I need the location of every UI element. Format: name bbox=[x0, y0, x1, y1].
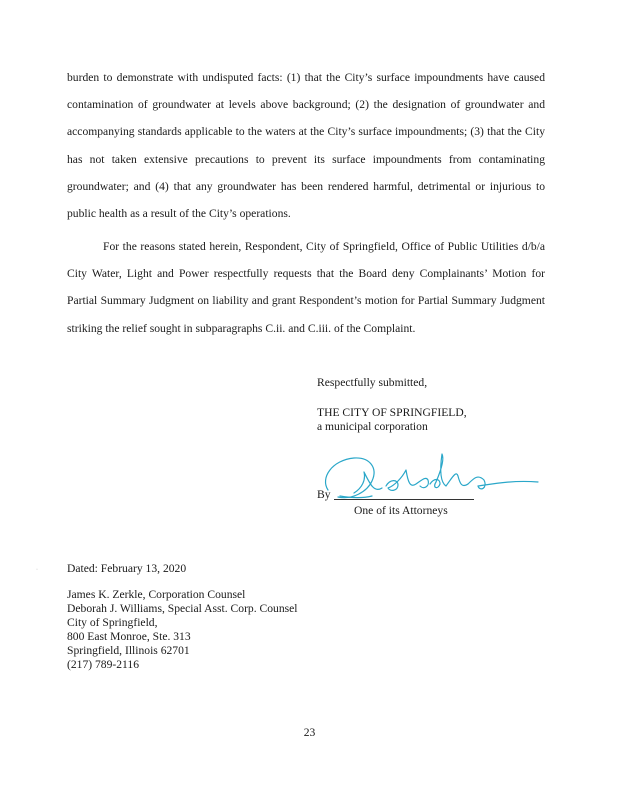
counsel-line: Deborah J. Williams, Special Asst. Corp. Counsel bbox=[67, 602, 298, 616]
signature-caption: One of its Attorneys bbox=[354, 504, 448, 517]
body-paragraph-2: For the reasons stated herein, Respondent, City of Springfield, Office of Public Utilities d/b/a City Water, Light and Power respectfully requests that the Board deny Complainants’ Motion for Partial Summary Judgment on liability and grant Respondent’s motion for Partial Summary Judgment striking the relief sought in subparagraphs C.ii. and C.iii. of the Complaint. bbox=[67, 240, 545, 335]
counsel-line: (217) 789-2116 bbox=[67, 658, 140, 672]
counsel-line: Springfield, Illinois 62701 bbox=[67, 644, 190, 658]
counsel-block bbox=[67, 588, 298, 673]
signature-rule bbox=[334, 499, 474, 500]
page-number: 23 bbox=[303, 726, 316, 739]
by-label: By bbox=[317, 488, 331, 501]
stray-mark: · bbox=[36, 567, 38, 573]
counsel-line: 800 East Monroe, Ste. 313 bbox=[67, 630, 191, 644]
counsel-line: James K. Zerkle, Corporation Counsel bbox=[67, 588, 246, 601]
firm-block bbox=[317, 406, 467, 434]
firm-description: a municipal corporation bbox=[317, 420, 428, 433]
counsel-line: City of Springfield, bbox=[67, 616, 158, 630]
body-paragraph-1: burden to demonstrate with undisputed facts: (1) that the City’s surface impoundments have caused contamination of groundwater at levels above background; (2) the designation of groundwater and accompanying standards applicable to the waters at the City’s surface impoundments; (3) that the City has not taken extensive precautions to prevent its surface impoundments from contaminating groundwater; and (4) that any groundwater has been rendered harmful, detrimental or injurious to public health as a result of the City’s operations. bbox=[67, 71, 545, 221]
dated-line: Dated: February 13, 2020 bbox=[67, 562, 187, 575]
closing-line: Respectfully submitted, bbox=[317, 376, 428, 389]
firm-name: THE CITY OF SPRINGFIELD, bbox=[317, 406, 467, 419]
